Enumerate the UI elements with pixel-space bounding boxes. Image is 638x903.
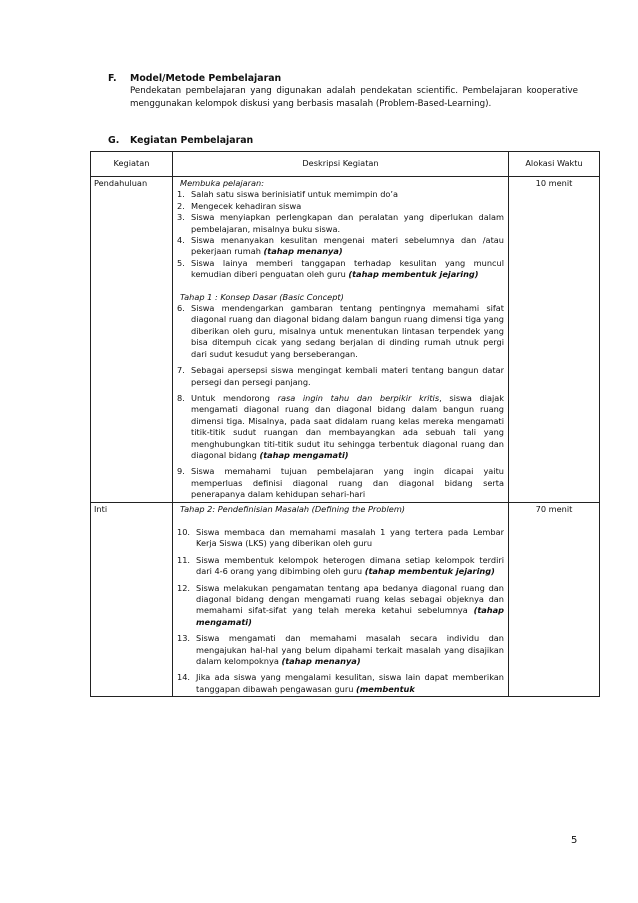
item-tag: (tahap menanya): [263, 246, 343, 257]
item-number: 5.: [177, 257, 185, 268]
item-text: Siswa memahami tujuan pembelajaran yang ingin dicapai yaitu memperluas definisi diagonal ruang dan diagonal bidang serta penerapanya dalam kehidupan sehari-hari: [191, 466, 504, 500]
item-text: [196, 583, 504, 629]
item-number: 4.: [177, 235, 185, 246]
list-item: [177, 189, 504, 200]
list-item: [177, 258, 504, 281]
item-number: 3.: [177, 212, 185, 223]
inti-heading: Tahap 2: Pendefinisian Masalah (Defining the Problem): [180, 503, 405, 514]
section-g-number: G.: [108, 135, 120, 146]
item-body: Siswa lainya memberi tanggapan terhadap kesulitan yang muncul kemudian diberi penguatan oleh guru: [191, 257, 504, 280]
list-item: [177, 633, 504, 667]
item-body: Siswa menanyakan kesulitan mengenai materi sebelumnya dan /atau pekerjaan rumah: [191, 235, 504, 257]
list-item: [177, 365, 504, 388]
item-tag: (tahap mengamati): [196, 605, 504, 627]
item-number: 9.: [177, 466, 185, 477]
cell-inti-label: Inti: [91, 502, 173, 697]
item-text: Siswa mendengarkan gambaran tentang pentingnya memahami sifat diagonal ruang dan diagonal bidang dalam bangun ruang dimensi tiga yang diberikan oleh guru, misalnya untuk menentukan lintasan terpendek yang bisa ditempuh cicak yang sedang berjalan di dinding rumah utnuk pergi dari sudut kesudut yang berseberangan.: [191, 303, 504, 359]
list-item: [177, 672, 504, 695]
item-tag: (tahap menanya): [281, 656, 361, 667]
list-item: [177, 555, 504, 578]
tahap1-heading: Tahap 1 : Konsep Dasar (Basic Concept): [180, 291, 344, 302]
item-text: [191, 393, 504, 461]
cell-pendahuluan-label: Pendahuluan: [91, 177, 173, 503]
section-f-paragraph: Pendekatan pembelajaran yang digunakan adalah pendekatan scientific. Pembelajaran kooperative menggunakan kelompok diskusi yang berbasis masalah (Problem-Based-Learning).: [130, 86, 578, 109]
pendahuluan-heading: Membuka pelajaran:: [180, 178, 264, 188]
cell-inti-time: 70 menit: [509, 502, 600, 697]
header-deskripsi: Deskripsi Kegiatan: [173, 152, 509, 177]
cell-pendahuluan-desc: [173, 177, 509, 503]
item-body: Siswa mengamati dan memahami masalah secara individu dan mengajukan hal-hal yang belum dipahami terkait masalah yang disajikan dalam kelompoknya: [196, 633, 504, 667]
item-tag: (tahap membentuk jejaring): [364, 566, 495, 577]
item-text: [191, 258, 504, 281]
item-body: Untuk mendorong: [191, 392, 278, 403]
item-number: 2.: [177, 200, 185, 211]
item-number: 7.: [177, 365, 185, 376]
item-text: Sebagai apersepsi siswa mengingat kembali materi tentang bangun datar persegi dan persegi panjang.: [191, 365, 504, 387]
section-g-title: Kegiatan Pembelajaran: [130, 135, 254, 146]
list-item: [177, 393, 504, 461]
section-f-number: F.: [108, 73, 117, 84]
item-text: [196, 672, 504, 695]
item-number: 8.: [177, 392, 185, 403]
cell-pendahuluan-time: 10 menit: [509, 177, 600, 503]
item-number: 1.: [177, 189, 185, 200]
item-tag: (tahap mengamati): [259, 449, 349, 460]
section-f-title: Model/Metode Pembelajaran: [130, 73, 282, 84]
list-item: [177, 235, 504, 258]
list-item: [177, 201, 504, 212]
item-emphasis: rasa ingin tahu dan berpikir kritis: [277, 392, 440, 403]
list-item: [177, 583, 504, 629]
item-text: Siswa membaca dan memahami masalah 1 yang tertera pada Lembar Kerja Siswa (LKS) yang diberikan oleh guru: [196, 526, 504, 549]
header-alokasi: Alokasi Waktu: [509, 152, 600, 177]
item-body: Jika ada siswa yang mengalami kesulitan, siswa lain dapat memberikan tanggapan dibawah pengawasan guru: [196, 672, 504, 694]
page-number: 5: [571, 835, 578, 846]
item-body: Siswa membentuk kelompok heterogen dimana setiap kelompok terdiri dari 4-6 orang yang dibimbing oleh guru: [196, 554, 504, 577]
item-number: 11.: [177, 554, 191, 565]
list-item: [177, 303, 504, 360]
item-number: 12.: [177, 582, 191, 593]
item-number: 14.: [177, 672, 191, 683]
list-item: [177, 212, 504, 235]
item-number: 10.: [177, 526, 191, 537]
item-text: Mengecek kehadiran siswa: [191, 200, 302, 211]
row-inti: [91, 502, 600, 697]
cell-inti-desc: [173, 502, 509, 697]
item-text: Siswa menyiapkan perlengkapan dan peralatan yang diperlukan dalam pembelajaran, misalnya buku siswa.: [191, 212, 504, 234]
item-tag: (tahap membentuk jejaring): [348, 269, 479, 280]
section-f-heading: [108, 73, 281, 84]
header-kegiatan: Kegiatan: [91, 152, 173, 177]
item-text: [196, 555, 504, 578]
list-item: [177, 466, 504, 500]
list-item: [177, 527, 504, 550]
activities-table: [90, 151, 600, 697]
section-g-heading: [108, 135, 253, 146]
row-pendahuluan: [91, 177, 600, 503]
item-text: [196, 633, 504, 667]
table-header-row: [91, 152, 600, 177]
item-text: [191, 235, 504, 258]
item-body: , siswa diajak mengamati diagonal ruang dan diagonal bidang dalam bangun ruang dimensi tiga. Misalnya, pada saat didalam ruang kelas mereka mengamati titik-titik sudut ruangan dan membayangkan ada sebuah tali yang menghubungkan titi-titik sudut itu sehingga terbentuk diagonal ruang dan diagonal bidang: [191, 392, 504, 460]
item-text: Salah satu siswa berinisiatif untuk memimpin do’a: [191, 189, 399, 200]
item-tag: (membentuk: [356, 683, 415, 694]
item-body: Siswa melakukan pengamatan tentang apa bedanya diagonal ruang dan diagonal bidang dengan mengamati ruang kelas sebagai objeknya dan memahami sifat-sifat yang telah mereka ketahui sebelumnya: [196, 582, 504, 616]
item-number: 13.: [177, 633, 191, 644]
item-number: 6.: [177, 303, 185, 314]
